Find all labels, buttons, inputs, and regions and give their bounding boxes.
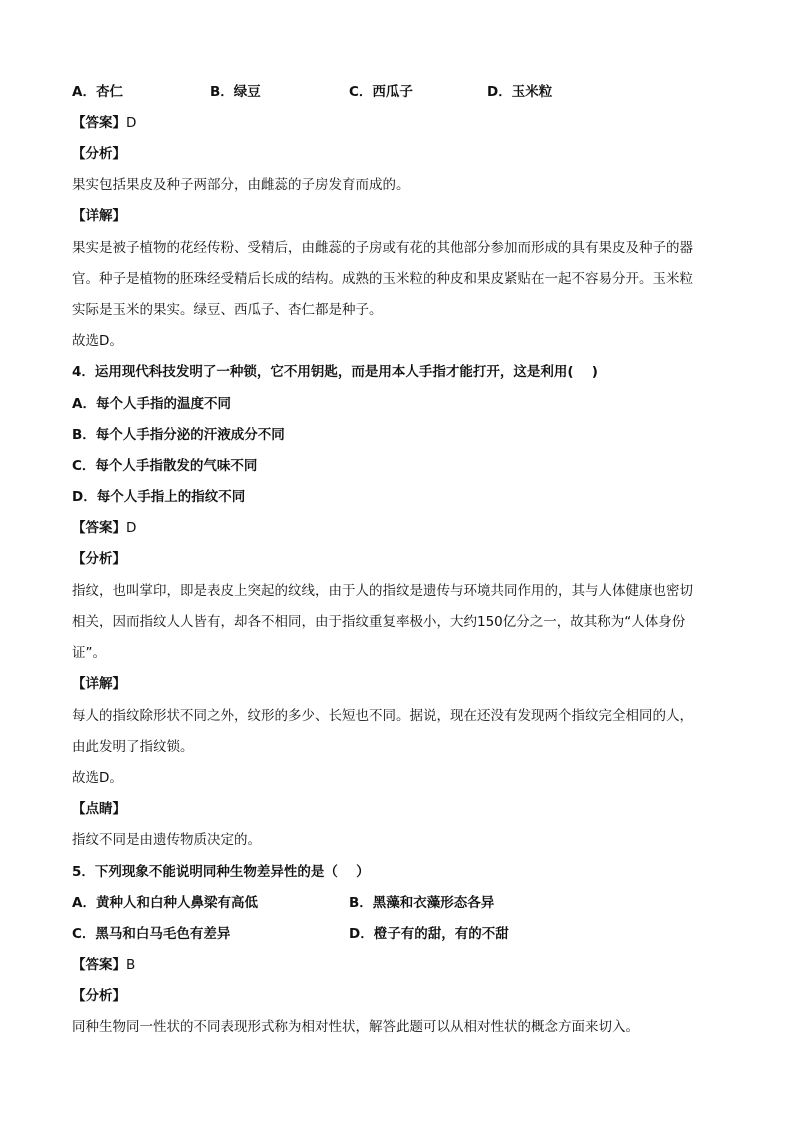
q5-option-d: D．橙子有的甜，有的不甜 <box>349 926 509 942</box>
q4-answer-value: D <box>126 520 137 536</box>
q3-analysis-label: 【分析】 <box>72 146 126 162</box>
q4-comment-label: 【点睛】 <box>72 801 126 817</box>
q5-option-b: B．黑藻和衣藻形态各异 <box>349 895 495 911</box>
q3-conclusion: 故选D。 <box>72 333 123 349</box>
q4-analysis-line-1: 指纹，也叫掌印，即是表皮上突起的纹线，由于人的指纹是遗传与环境共同作用的，其与人体健康也密切 <box>72 583 693 599</box>
q5-option-a: A．黄种人和白种人鼻梁有高低 <box>72 895 258 911</box>
q3-option-d: D．玉米粒 <box>487 84 553 100</box>
q5-answer-line <box>72 957 732 973</box>
q3-detail-line-3: 实际是玉米的果实。绿豆、西瓜子、杏仁都是种子。 <box>72 302 383 318</box>
q4-option-a: A．每个人手指的温度不同 <box>72 396 231 412</box>
q4-conclusion: 故选D。 <box>72 770 123 786</box>
q3-option-a: A．杏仁 <box>72 84 123 100</box>
q3-option-c: C．西瓜子 <box>349 84 413 100</box>
q5-option-c: C．黑马和白马毛色有差异 <box>72 926 231 942</box>
q5-analysis-text: 同种生物同一性状的不同表现形式称为相对性状，解答此题可以从相对性状的概念方面来切入。 <box>72 1019 639 1035</box>
q3-answer-label: 【答案】 <box>72 115 126 131</box>
q4-analysis-line-3: 证”。 <box>72 645 106 661</box>
q3-detail-line-1: 果实是被子植物的花经传粉、受精后，由雌蕊的子房或有花的其他部分参加而形成的具有果皮及种子的器 <box>72 240 693 256</box>
q5-stem: 5．下列现象不能说明同种生物差异性的是（ ） <box>72 864 370 880</box>
q4-detail-label: 【详解】 <box>72 676 126 692</box>
q3-detail-line-2: 官。种子是植物的胚珠经受精后长成的结构。成熟的玉米粒的种皮和果皮紧贴在一起不容易分开。玉米粒 <box>72 271 693 287</box>
q4-comment-text: 指纹不同是由遗传物质决定的。 <box>72 832 261 848</box>
q4-analysis-line-2: 相关，因而指纹人人皆有，却各不相同，由于指纹重复率极小，大约150亿分之一，故其称为“人体身份 <box>72 614 686 630</box>
q4-option-c: C．每个人手指散发的气味不同 <box>72 458 258 474</box>
q3-option-b: B．绿豆 <box>210 84 261 100</box>
q4-answer-label: 【答案】 <box>72 520 126 536</box>
q4-detail-line-2: 由此发明了指纹锁。 <box>72 739 194 755</box>
q4-answer-line <box>72 520 732 536</box>
q4-option-d: D．每个人手指上的指纹不同 <box>72 489 246 505</box>
q4-option-b: B．每个人手指分泌的汗液成分不同 <box>72 427 285 443</box>
q3-detail-label: 【详解】 <box>72 208 126 224</box>
q4-analysis-label: 【分析】 <box>72 551 126 567</box>
q5-answer-value: B <box>126 957 136 973</box>
q3-analysis-text: 果实包括果皮及种子两部分，由雌蕊的子房发育而成的。 <box>72 177 410 193</box>
q4-stem: 4．运用现代科技发明了一种锁，它不用钥匙，而是用本人手指才能打开，这是利用( ) <box>72 364 598 380</box>
q5-answer-label: 【答案】 <box>72 957 126 973</box>
q5-analysis-label: 【分析】 <box>72 988 126 1004</box>
q3-answer-line <box>72 115 732 131</box>
q4-detail-line-1: 每人的指纹除形状不同之外，纹形的多少、长短也不同。据说，现在还没有发现两个指纹完全相同的人， <box>72 708 693 724</box>
q3-answer-value: D <box>126 115 137 131</box>
